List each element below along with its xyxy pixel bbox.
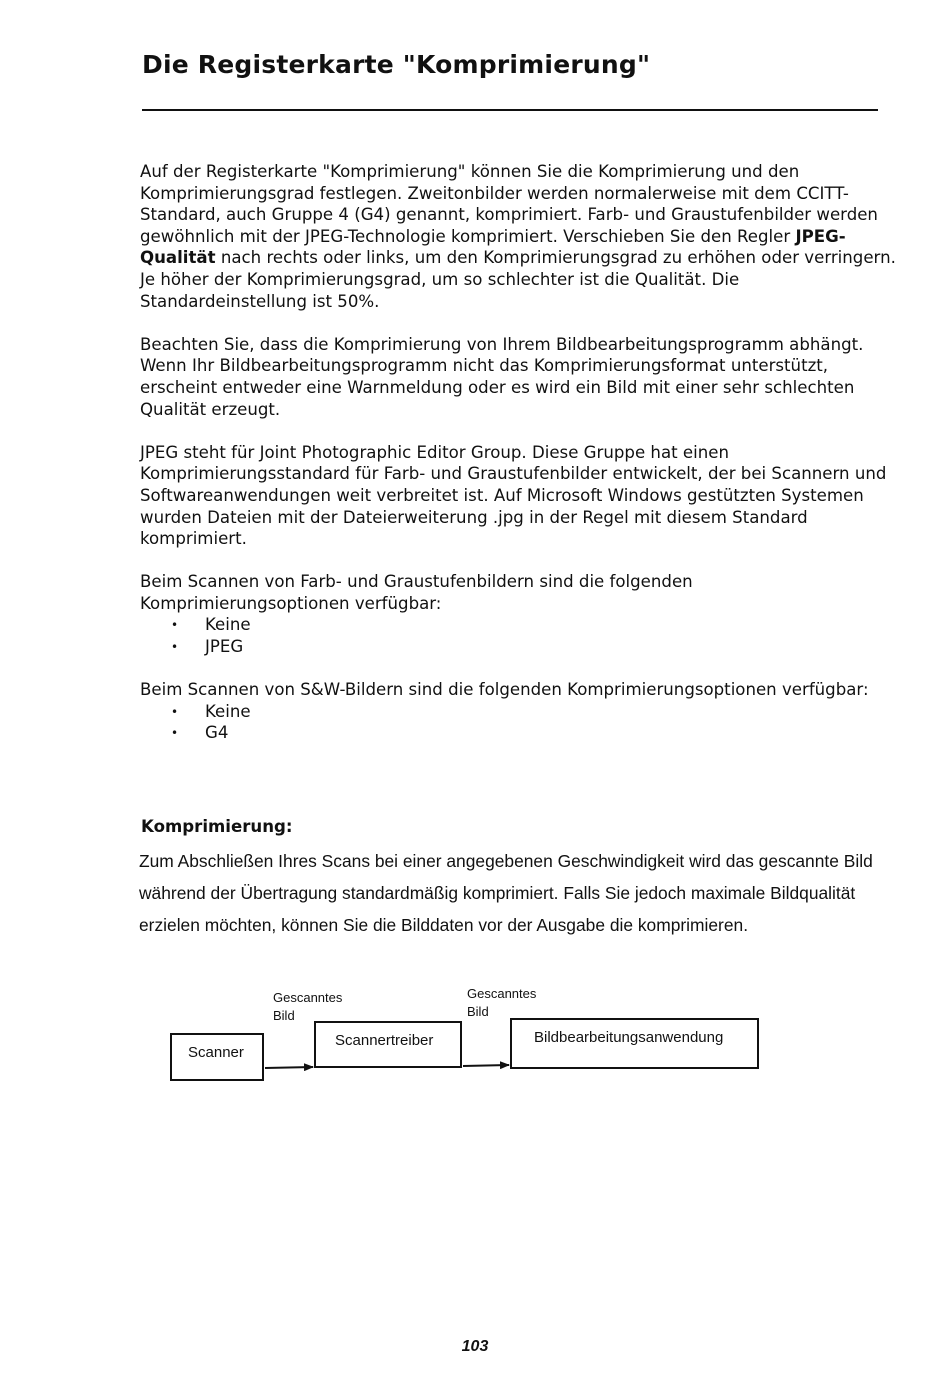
list-item: • Keine <box>140 614 900 636</box>
intro-paragraph-3: JPEG steht für Joint Photographic Editor Group. Diese Gruppe hat einen Komprimierungsstandard für Farb- und Graustufenbilder entwickelt, der bei Scannern und Softwareanwendungen weit verbreitet ist. Auf Microsoft Windows gestützten Systemen wurden Dateien mit der Dateierweiterung .jpg in der Regel mit diesem Standard komprimiert. <box>140 442 887 549</box>
edge-label-2: Gescanntes Bild <box>467 986 537 1019</box>
color-options-lead: Beim Scannen von Farb- und Graustufenbildern sind die folgenden Komprimierungsoptionen verfügbar: <box>140 572 693 613</box>
compression-paragraph: Zum Abschließen Ihres Scans bei einer angegebenen Geschwindigkeit wird das gescannte Bild während der Übertragung standardmäßig komprimiert. Falls Sie jedoch maximale Bildqualität erzielen möchten, können Sie die Bilddaten vor der Ausgabe die komprimieren. <box>139 851 873 935</box>
page-number: 103 <box>461 1338 489 1355</box>
intro-p1-text: Auf der Registerkarte "Komprimierung" können Sie die Komprimierung und den Komprimierungsgrad festlegen. Zweitonbilder werden normalerweise mit dem CCITT-Standard, auch Gruppe 4 (G4) genannt, komprimiert. Farb- und Graustufenbilder werden gewöhnlich mit der JPEG-Technologie komprimiert. Verschieben Sie den Regler <box>140 162 878 246</box>
jpeg-quality-term: JPEG-Qualität <box>140 226 846 268</box>
image-app-node-label: Bildbearbeitungsanwendung <box>534 1029 724 1046</box>
scanner-driver-node-label: Scannertreiber <box>335 1032 434 1049</box>
intro-paragraph-2: Beachten Sie, dass die Komprimierung von Ihrem Bildbearbeitungsprogramm abhängt. Wenn Ihr Bildbearbeitungsprogramm nicht das Komprimierungsformat unterstützt, erscheint entweder eine Warnmeldung oder es wird ein Bild mit einer sehr schlechten Qualität erzeugt. <box>140 334 864 419</box>
scanner-node-label: Scanner <box>188 1044 244 1061</box>
edge-label-1: Gescanntes Bild <box>273 990 343 1023</box>
compression-heading: Komprimierung: <box>141 817 293 836</box>
page-title: Die Registerkarte "Komprimierung" <box>142 50 651 79</box>
intro-p1-text-end: nach rechts oder links, um den Komprimierungsgrad zu erhöhen oder verringern. Je höher der Komprimierungsgrad, um so schlechter ist die Qualität. Die Standardeinstellung ist 50%. <box>140 248 896 311</box>
arrow-1 <box>265 1067 313 1068</box>
bw-options-lead: Beim Scannen von S&W-Bildern sind die folgenden Komprimierungsoptionen verfügbar: <box>140 680 869 700</box>
arrow-2 <box>463 1065 509 1066</box>
list-item: • G4 <box>140 722 900 744</box>
list-item: • JPEG <box>140 636 900 658</box>
list-item: • Keine <box>140 701 900 723</box>
